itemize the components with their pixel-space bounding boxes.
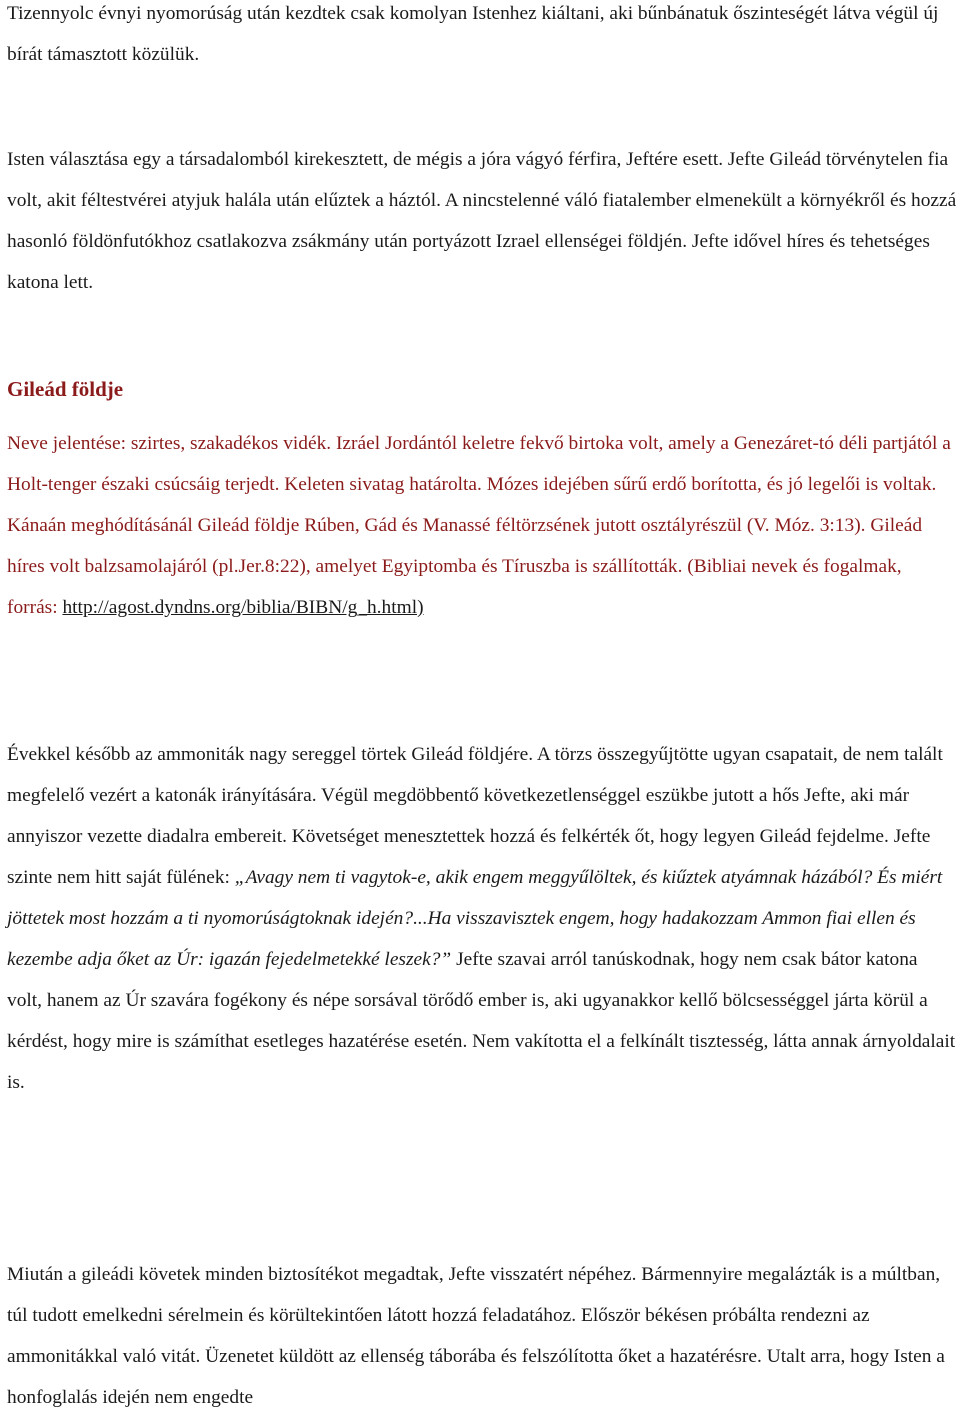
paragraph-return: Miután a gileádi követek minden biztosítékot megadtak, Jefte visszatért népéhez. Bármennyire megalázták is a múltban, túl tudott emelkedni sérelmein és körültekintően látott hozzá feladatához. Először békésen próbálta rendezni az ammonitákkal való vitát. Üzenetet küldött az ellenség táborába és felszólította őket a hazatérésre. Utalt arra, hogy Isten a honfoglalás idején nem engedte — [7, 1264, 945, 1408]
gilead-description: Neve jelentése: szirtes, szakadékos vidék. Izráel Jordántól keletre fekvő birtoka volt, amely a Genezáret-tó déli partjától a Holt-tenger északi csúcsáig terjedt. Keleten sivatag határolta. Mózes idejében sűrű erdő borította, és jó legelői is voltak. Kánaán meghódításánál Gileád földje Rúben, Gád és Manassé féltörzsének jutott osztályrészül (V. Móz. 3:13). Gileád híres volt balzsamolajáról (pl.Jer.8:22), amelyet Egyiptomba és Tíruszba is szállították. (Bibliai nevek és fogalmak, forrás: — [7, 433, 951, 618]
ammonites-text: Évekkel később az ammoniták nagy sereggel törtek Gileád földjére. A törzs összegyűjtötte ugyan csapatait, de nem talált megfelelő vezért a katonák irányítására. Végül megdöbbentő következetlenséggel eszükbe jutott a hős Jefte, aki már annyiszor vezette diadalra embereit. Követséget menesztettek hozzá és felkérték őt, hogy legyen Gileád fejdelme. Jefte szinte nem hitt saját fülének: — [7, 744, 943, 888]
paragraph-ammonites — [7, 734, 957, 1103]
ammonites-text-end: Jefte szavai arról tanúskodnak, hogy nem csak bátor katona volt, hanem az Úr szavára fogékony és népe sorsával törődő ember is, aki ugyanakkor kellő bölcsességgel járta körül a kérdést, hogy mire is számíthat esetleges hazatérése esetén. Nem vakította el a felkínált tisztesség, látta annak árnyoldalait is. — [7, 949, 956, 1093]
jefte-quote: „Avagy nem ti vagytok-e, akik engem meggyűlöltek, és kiűztek atyámnak házából? És miért jöttetek most hozzám a ti nyomorúságtoknak idején?...Ha visszavisztek engem, hogy hadakozzam Ammon fiai ellen és kezembe adja őket az Úr: igazán fejedelmetekké leszek?” — [7, 867, 943, 970]
source-link[interactable]: http://agost.dyndns.org/biblia/BIBN/g_h.html) — [62, 597, 424, 618]
paragraph-gilead — [7, 423, 957, 628]
paragraph-intro: Tizennyolc évnyi nyomorúság után kezdtek csak komolyan Istenhez kiáltani, aki bűnbánatuk őszinteségét látva végül új bírát támasztott közülük. — [7, 3, 939, 65]
paragraph-jefte-origin: Isten választása egy a társadalomból kirekesztett, de mégis a jóra vágyó férfira, Jeftére esett. Jefte Gileád törvénytelen fia volt, akit féltestvérei atyjuk halála után elűztek a háztól. A nincstelenné váló fiatalember elmenekült a környékről és hozzá hasonló földönfutókhoz csatlakozva zsákmány után portyázott Izrael ellenségei földjén. Jefte idővel híres és tehetséges katona lett. — [7, 149, 957, 293]
section-heading-gilead: Gileád földje — [7, 377, 124, 401]
